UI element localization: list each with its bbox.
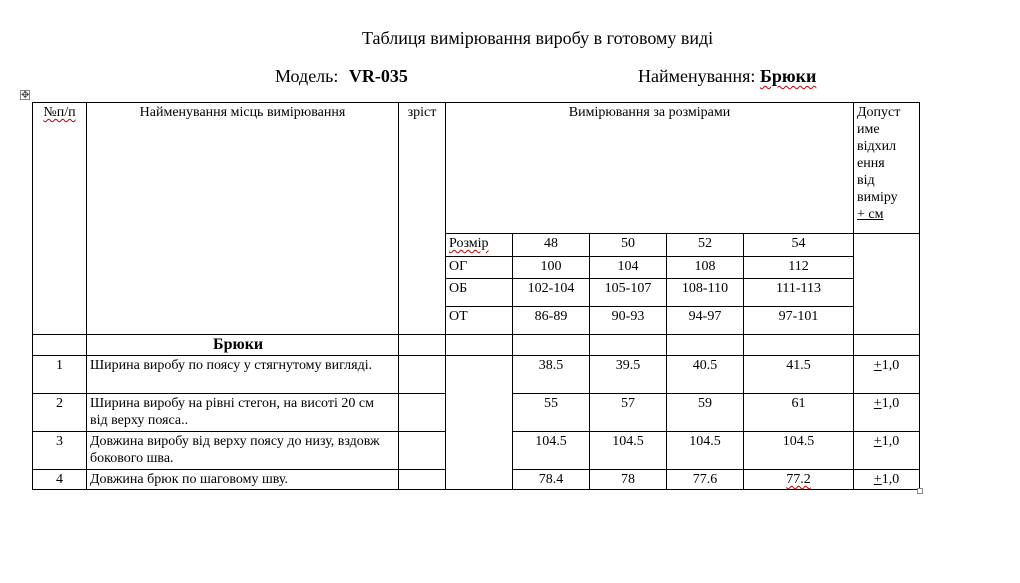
model-line xyxy=(275,66,408,87)
size-value: 90-93 xyxy=(590,307,667,335)
row-tolerance: +1,0 xyxy=(854,470,920,490)
size-value: 48 xyxy=(513,234,590,257)
row-value: 77.6 xyxy=(667,470,744,490)
size-row-label: Розмір xyxy=(446,234,513,257)
size-row-label: ОТ xyxy=(446,307,513,335)
model-value: VR-035 xyxy=(348,66,408,86)
height-blank xyxy=(446,356,513,490)
row-tolerance: +1,0 xyxy=(854,432,920,470)
section-title: Брюки xyxy=(87,335,399,356)
row-value: 38.5 xyxy=(513,356,590,394)
size-row-label: ОБ xyxy=(446,279,513,307)
row-num: 1 xyxy=(33,356,87,394)
row-value: 57 xyxy=(590,394,667,432)
row-value: 55 xyxy=(513,394,590,432)
size-value: 108 xyxy=(667,257,744,279)
row-tolerance: +1,0 xyxy=(854,394,920,432)
row-value: 59 xyxy=(667,394,744,432)
row-num: 4 xyxy=(33,470,87,490)
row-value: 78 xyxy=(590,470,667,490)
row-value: 77.2 xyxy=(744,470,854,490)
row-place: Довжина брюк по шаговому шву. xyxy=(87,470,399,490)
section-row xyxy=(33,335,920,356)
row-value: 104.5 xyxy=(744,432,854,470)
document-title: Таблиця вимірювання виробу в готовому виді xyxy=(362,28,714,48)
row-value: 104.5 xyxy=(667,432,744,470)
product-name-label: Найменування: xyxy=(638,66,756,86)
size-value: 97-101 xyxy=(744,307,854,335)
size-value: 52 xyxy=(667,234,744,257)
row-value: 78.4 xyxy=(513,470,590,490)
row-tolerance: +1,0 xyxy=(854,356,920,394)
product-name-line xyxy=(638,66,816,87)
row-place: Ширина виробу по поясу у стягнутому вигляді. xyxy=(87,356,399,394)
row-place: Довжина виробу від верху поясу до низу, вздовж бокового шва. xyxy=(87,432,399,470)
size-value: 50 xyxy=(590,234,667,257)
measurement-table xyxy=(32,102,920,490)
size-value: 104 xyxy=(590,257,667,279)
size-value: 102-104 xyxy=(513,279,590,307)
row-place: Ширина виробу на рівні стегон, на висоті 20 см від верху пояса.. xyxy=(87,394,399,432)
header-place: Найменування місць вимірювання xyxy=(87,103,399,335)
table-move-handle-icon[interactable]: ✥ xyxy=(21,90,30,101)
size-value: 112 xyxy=(744,257,854,279)
header-num: №п/п xyxy=(33,103,87,335)
model-label: Модель: xyxy=(275,66,339,86)
row-num: 2 xyxy=(33,394,87,432)
size-value: 100 xyxy=(513,257,590,279)
row-value: 61 xyxy=(744,394,854,432)
row-num: 3 xyxy=(33,432,87,470)
size-value: 86-89 xyxy=(513,307,590,335)
product-name-value: Брюки xyxy=(759,66,817,86)
header-tolerance: Допуст име відхил ення від виміру + см xyxy=(854,103,920,234)
row-value: 41.5 xyxy=(744,356,854,394)
row-value: 104.5 xyxy=(590,432,667,470)
row-value: 40.5 xyxy=(667,356,744,394)
header-sizes: Вимірювання за розмірами xyxy=(446,103,854,234)
tolerance-blank xyxy=(854,234,920,335)
row-value: 39.5 xyxy=(590,356,667,394)
size-value: 94-97 xyxy=(667,307,744,335)
size-value: 108-110 xyxy=(667,279,744,307)
size-row-label: ОГ xyxy=(446,257,513,279)
size-value: 54 xyxy=(744,234,854,257)
header-height: зріст xyxy=(399,103,446,335)
row-value: 104.5 xyxy=(513,432,590,470)
size-value: 105-107 xyxy=(590,279,667,307)
table-row xyxy=(33,356,920,394)
table-resize-handle-icon[interactable] xyxy=(917,488,923,494)
size-value: 111-113 xyxy=(744,279,854,307)
